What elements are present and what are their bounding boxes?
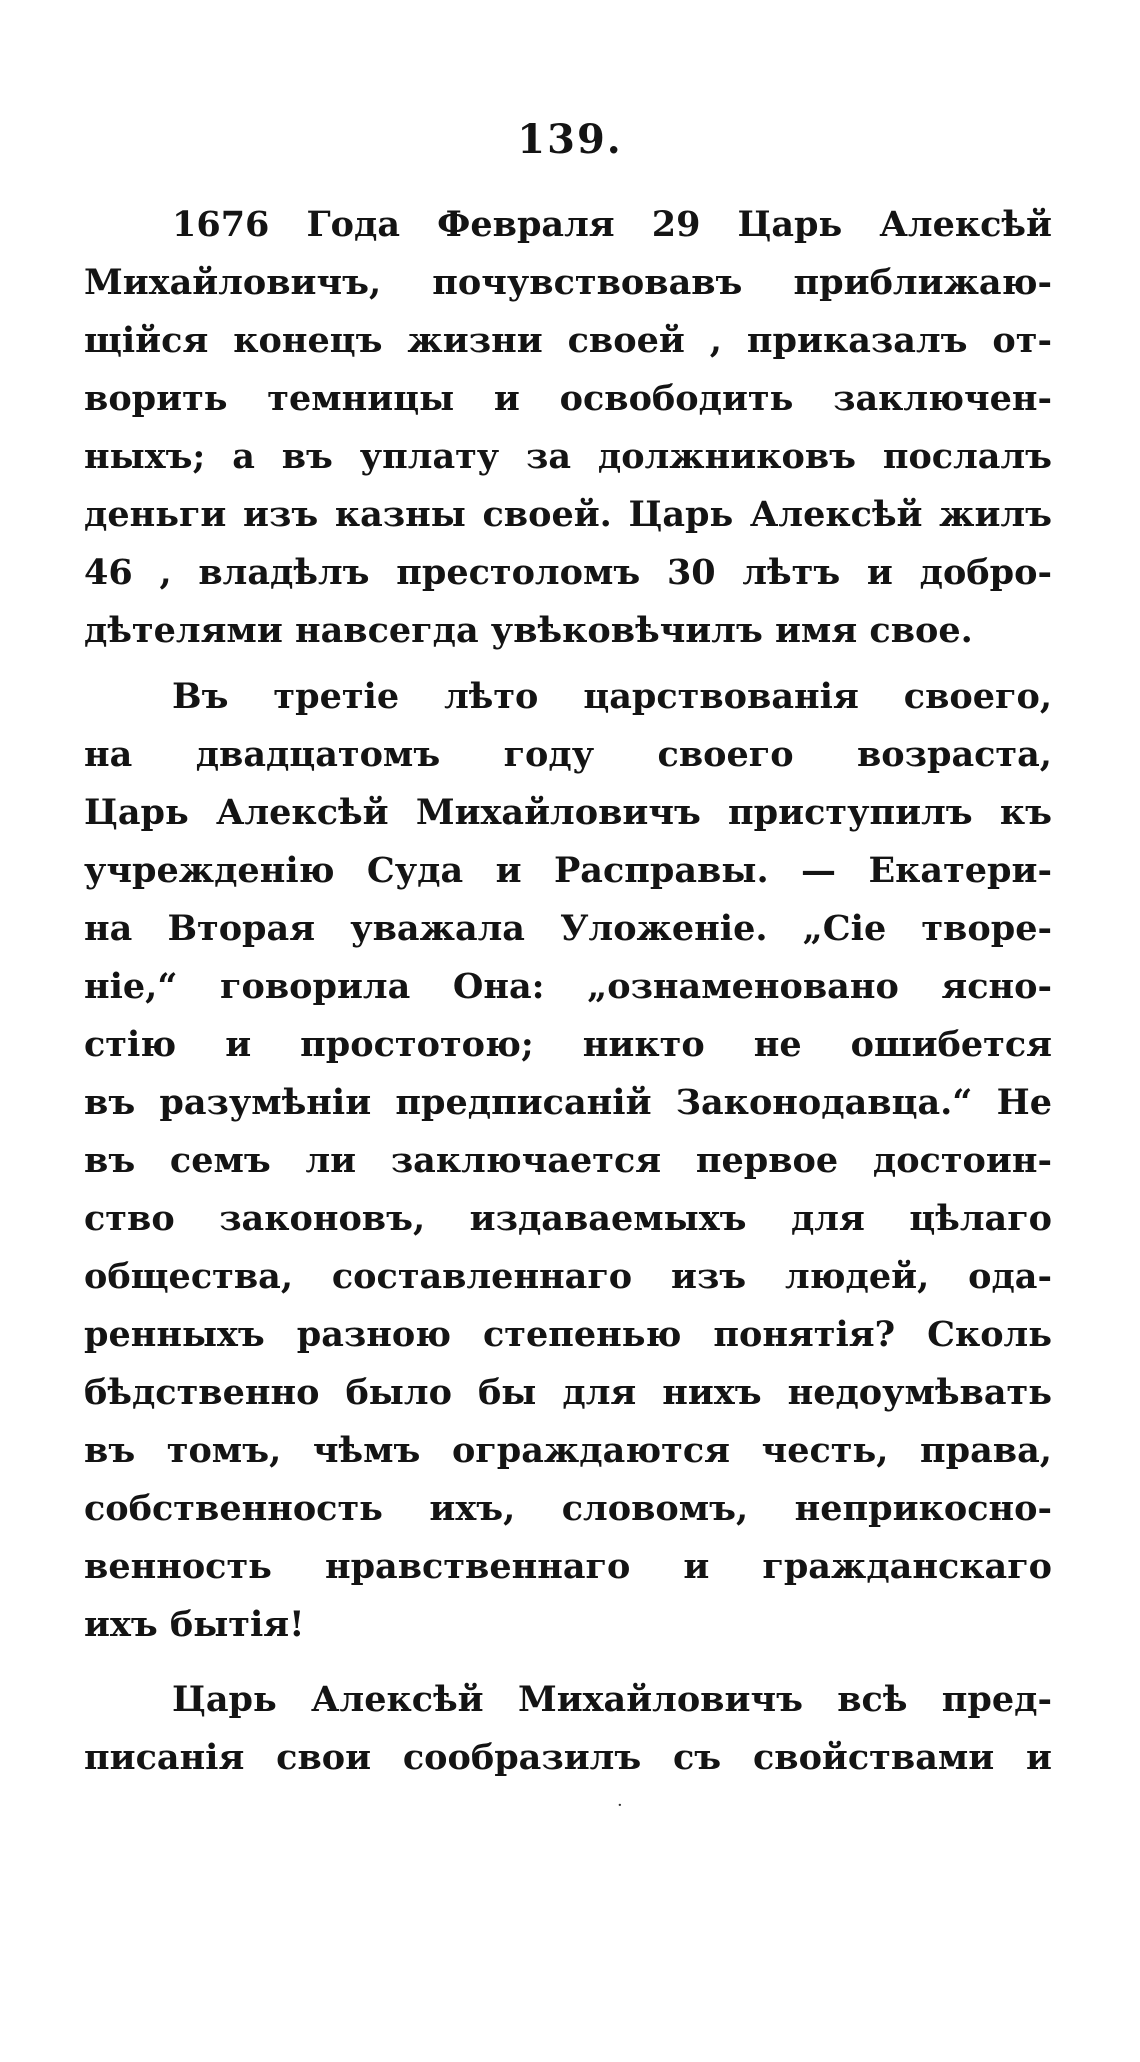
- text-line: учрежденію Суда и Расправы. — Екатери-: [84, 850, 1052, 891]
- text-line: ренныхъ разною степенью понятія? Сколь: [84, 1314, 1052, 1355]
- paragraph-1: [84, 196, 1052, 660]
- text-line: собственность ихъ, словомъ, неприкосно-: [84, 1488, 1052, 1529]
- text-line: 46 , владѣлъ престоломъ 30 лѣтъ и добро-: [84, 552, 1052, 593]
- text-line: бѣдственно было бы для нихъ недоумѣвать: [84, 1372, 1052, 1413]
- text-line: Царь Алексѣй Михайловичъ всѣ пред-: [172, 1679, 1052, 1720]
- page-number: 139.: [517, 116, 623, 163]
- text-line: въ разумѣніи предписаній Законодавца.“ Не: [84, 1082, 1052, 1123]
- text-line: венность нравственнаго и гражданскаго: [84, 1546, 1052, 1587]
- paragraph-3: [84, 1671, 1052, 1787]
- text-line: 1676 Года Февраля 29 Царь Алексѣй: [172, 204, 1052, 245]
- text-line: Въ третіе лѣто царствованія своего,: [172, 676, 1052, 717]
- text-line: въ томъ, чѣмъ ограждаются честь, права,: [84, 1430, 1052, 1471]
- text-line: дѣтелями навсегда увѣковѣчилъ имя свое.: [84, 610, 973, 651]
- text-line: стію и простотою; никто не ошибется: [84, 1024, 1052, 1065]
- text-line: общества, составленнаго изъ людей, ода-: [84, 1256, 1052, 1297]
- text-line: ихъ бытія!: [84, 1604, 305, 1645]
- text-line: деньги изъ казны своей. Царь Алексѣй жилъ: [84, 494, 1052, 535]
- text-line: Царь Алексѣй Михайловичъ приступилъ къ: [84, 792, 1052, 833]
- text-line: Михайловичъ, почувствовавъ приближаю-: [84, 262, 1052, 303]
- text-line: ство законовъ, издаваемыхъ для цѣлаго: [84, 1198, 1052, 1239]
- text-line: на двадцатомъ году своего возраста,: [84, 734, 1052, 775]
- ink-speck: ·: [617, 1795, 623, 1816]
- text-line: ныхъ; а въ уплату за должниковъ послалъ: [84, 436, 1052, 477]
- text-line: щійся конецъ жизни своей , приказалъ от-: [84, 320, 1052, 361]
- text-line: въ семъ ли заключается первое достоин-: [84, 1140, 1052, 1181]
- text-line: писанія свои сообразилъ съ свойствами и: [84, 1737, 1052, 1778]
- paragraph-2: [84, 668, 1052, 1654]
- text-line: ніе,“ говорила Она: „ознаменовано ясно-: [84, 966, 1052, 1007]
- text-line: ворить темницы и освободить заключен-: [84, 378, 1052, 419]
- text-line: на Вторая уважала Уложеніе. „Сіе творе-: [84, 908, 1052, 949]
